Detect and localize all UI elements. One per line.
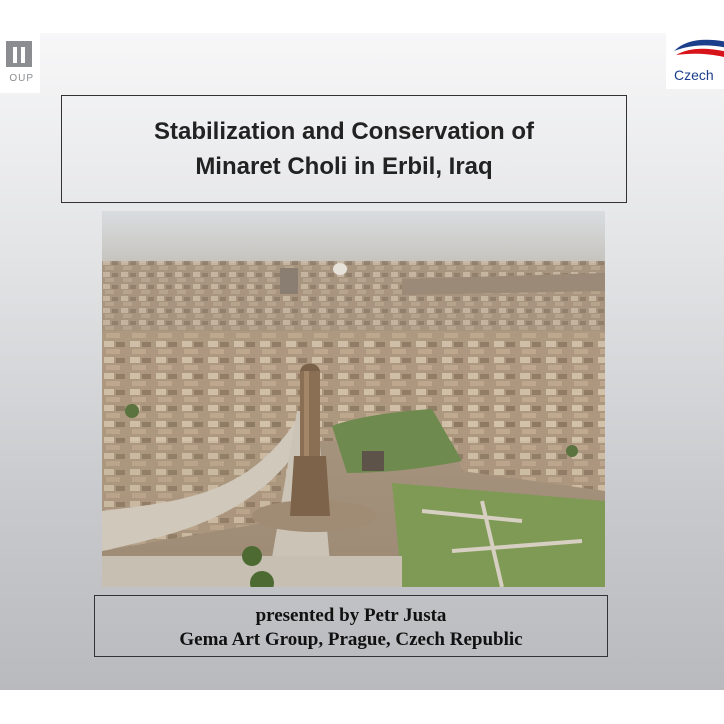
aerial-photo bbox=[102, 211, 605, 587]
title-line-2: Minaret Choli in Erbil, Iraq bbox=[195, 153, 493, 180]
czech-logo-text: Czech bbox=[674, 67, 714, 83]
gema-logo-text: OUP bbox=[9, 73, 34, 84]
presenter-line: presented by Petr Justa bbox=[255, 605, 447, 626]
organization-line: Gema Art Group, Prague, Czech Republic bbox=[179, 629, 523, 650]
title-box bbox=[61, 95, 627, 203]
title-line-1: Stabilization and Conservation of bbox=[153, 118, 535, 145]
czech-flag-swoosh-icon bbox=[672, 37, 724, 65]
aerial-photo-minaret-icon bbox=[102, 211, 605, 587]
presentation-slide bbox=[0, 33, 724, 690]
gema-logo bbox=[0, 33, 40, 93]
credit-box bbox=[94, 595, 608, 657]
slide-title bbox=[84, 114, 604, 184]
czech-logo bbox=[666, 33, 724, 89]
gema-logo-icon bbox=[6, 41, 32, 67]
